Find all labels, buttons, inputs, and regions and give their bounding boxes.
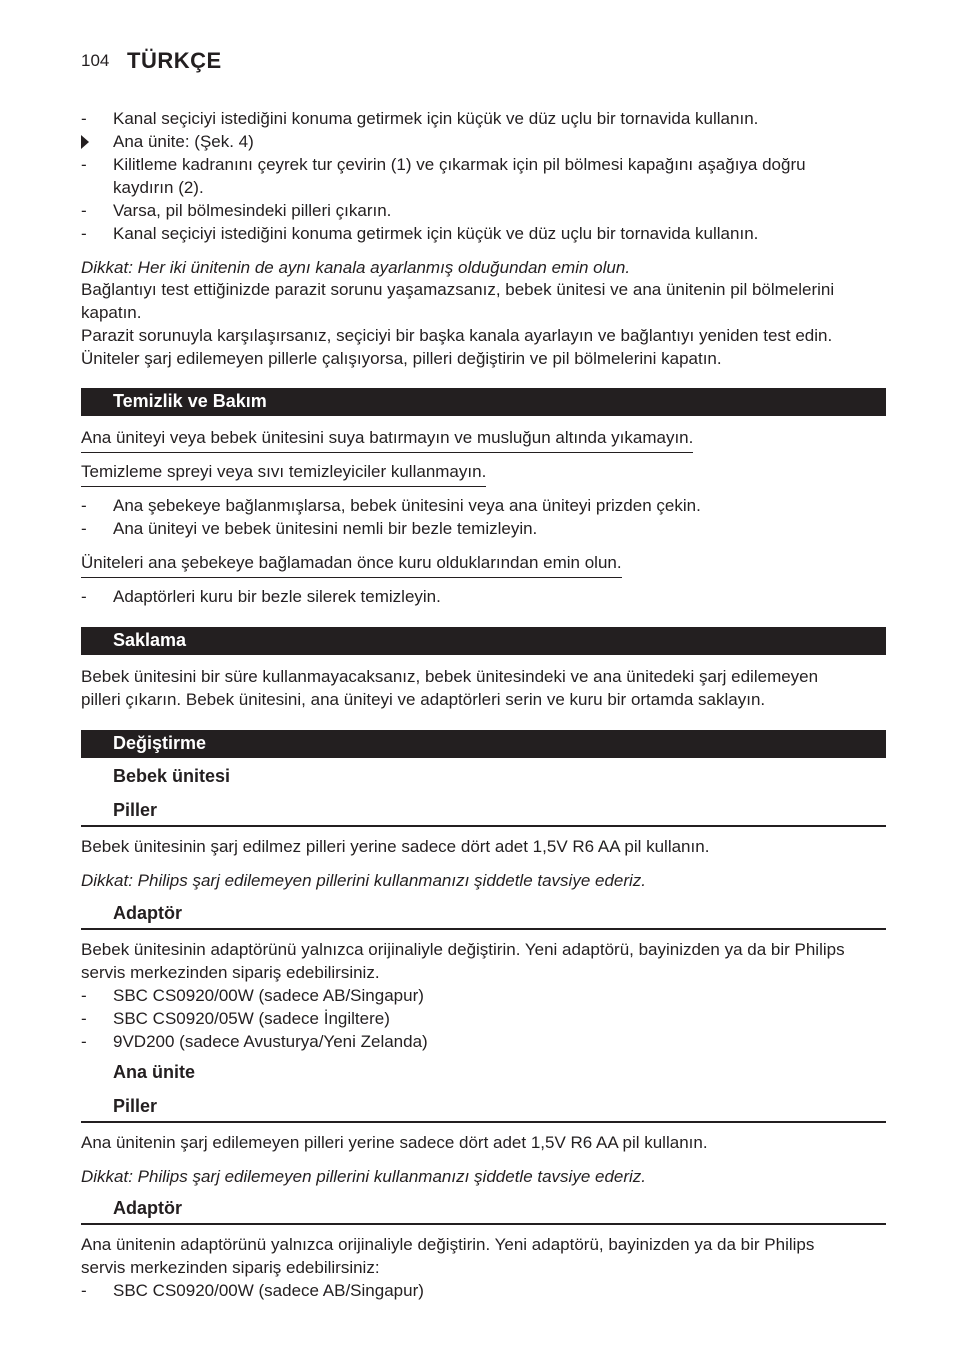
subheading-adapter: Adaptör: [113, 903, 182, 923]
adapter-paragraph-line: servis merkezinden sipariş edebilirsiniz:: [81, 1258, 380, 1277]
intro-paragraph-line: Üniteler şarj edilemeyen pillerle çalışıyorsa, pilleri değiştirin ve pil bölmelerini kapatın.: [81, 349, 722, 368]
section-header-replacement: Değiştirme: [81, 730, 886, 758]
language-title: TÜRKÇE: [127, 48, 222, 73]
divider: [81, 1223, 886, 1225]
page-number: 104: [81, 51, 110, 70]
subheading-batteries: Piller: [113, 1096, 158, 1116]
intro-paragraph-line: kapatın.: [81, 303, 142, 322]
divider: [81, 928, 886, 930]
cleaning-warning: Ana üniteyi veya bebek ünitesini suya batırmayın ve musluğun altında yıkamayın.: [81, 426, 693, 453]
intro-paragraph-line: Bağlantıyı test ettiğinizde parazit sorunu yaşamazsanız, bebek ünitesi ve ana ünitenin pil bölmelerini: [81, 280, 835, 299]
divider: [81, 825, 886, 827]
storage-paragraph-line: pilleri çıkarın. Bebek ünitesini, ana üniteyi ve adaptörleri serin ve kuru bir ortamda saklayın.: [81, 690, 766, 709]
divider: [81, 1121, 886, 1123]
storage-paragraph-line: Bebek ünitesini bir süre kullanmayacaksanız, bebek ünitesindeki ve ana ünitedeki şarj edilemeyen: [81, 667, 819, 686]
intro-note: Dikkat: Her iki ünitenin de aynı kanala ayarlanmış olduğundan emin olun.: [81, 258, 631, 277]
section-header-cleaning: Temizlik ve Bakım: [81, 388, 886, 416]
adapter-paragraph-line: Bebek ünitesinin adaptörünü yalnızca orijinaliyle değiştirin. Yeni adaptörü, bayinizden ya da bir Philips: [81, 940, 845, 959]
subheading-adapter: Adaptör: [113, 1198, 182, 1218]
subheading-parent-unit: Ana ünite: [113, 1062, 196, 1082]
subheading-batteries: Piller: [113, 800, 158, 820]
batteries-text: Ana ünitenin şarj edilemeyen pilleri yerine sadece dört adet 1,5V R6 AA pil kullanın.: [81, 1133, 708, 1152]
arrow-bullet-icon: [81, 135, 89, 149]
subheading-baby-unit: Bebek ünitesi: [113, 766, 231, 786]
section-header-storage: Saklama: [81, 627, 886, 655]
batteries-text: Bebek ünitesinin şarj edilmez pilleri yerine sadece dört adet 1,5V R6 AA pil kullanın.: [81, 837, 710, 856]
batteries-note: Dikkat: Philips şarj edilemeyen pillerini kullanmanızı şiddetle tavsiye ederiz.: [81, 1167, 647, 1186]
intro-paragraph-line: Parazit sorunuyla karşılaşırsanız, seçiciyi bir başka kanala ayarlayın ve bağlantıyı yeniden test edin.: [81, 326, 833, 345]
batteries-note: Dikkat: Philips şarj edilemeyen pillerini kullanmanızı şiddetle tavsiye ederiz.: [81, 871, 647, 890]
cleaning-warning: Üniteleri ana şebekeye bağlamadan önce kuru olduklarından emin olun.: [81, 551, 622, 578]
adapter-paragraph-line: Ana ünitenin adaptörünü yalnızca orijinaliyle değiştirin. Yeni adaptörü, bayinizden ya da bir Philips: [81, 1235, 815, 1254]
adapter-paragraph-line: servis merkezinden sipariş edebilirsiniz.: [81, 963, 380, 982]
cleaning-warning: Temizleme spreyi veya sıvı temizleyiciler kullanmayın.: [81, 460, 486, 487]
